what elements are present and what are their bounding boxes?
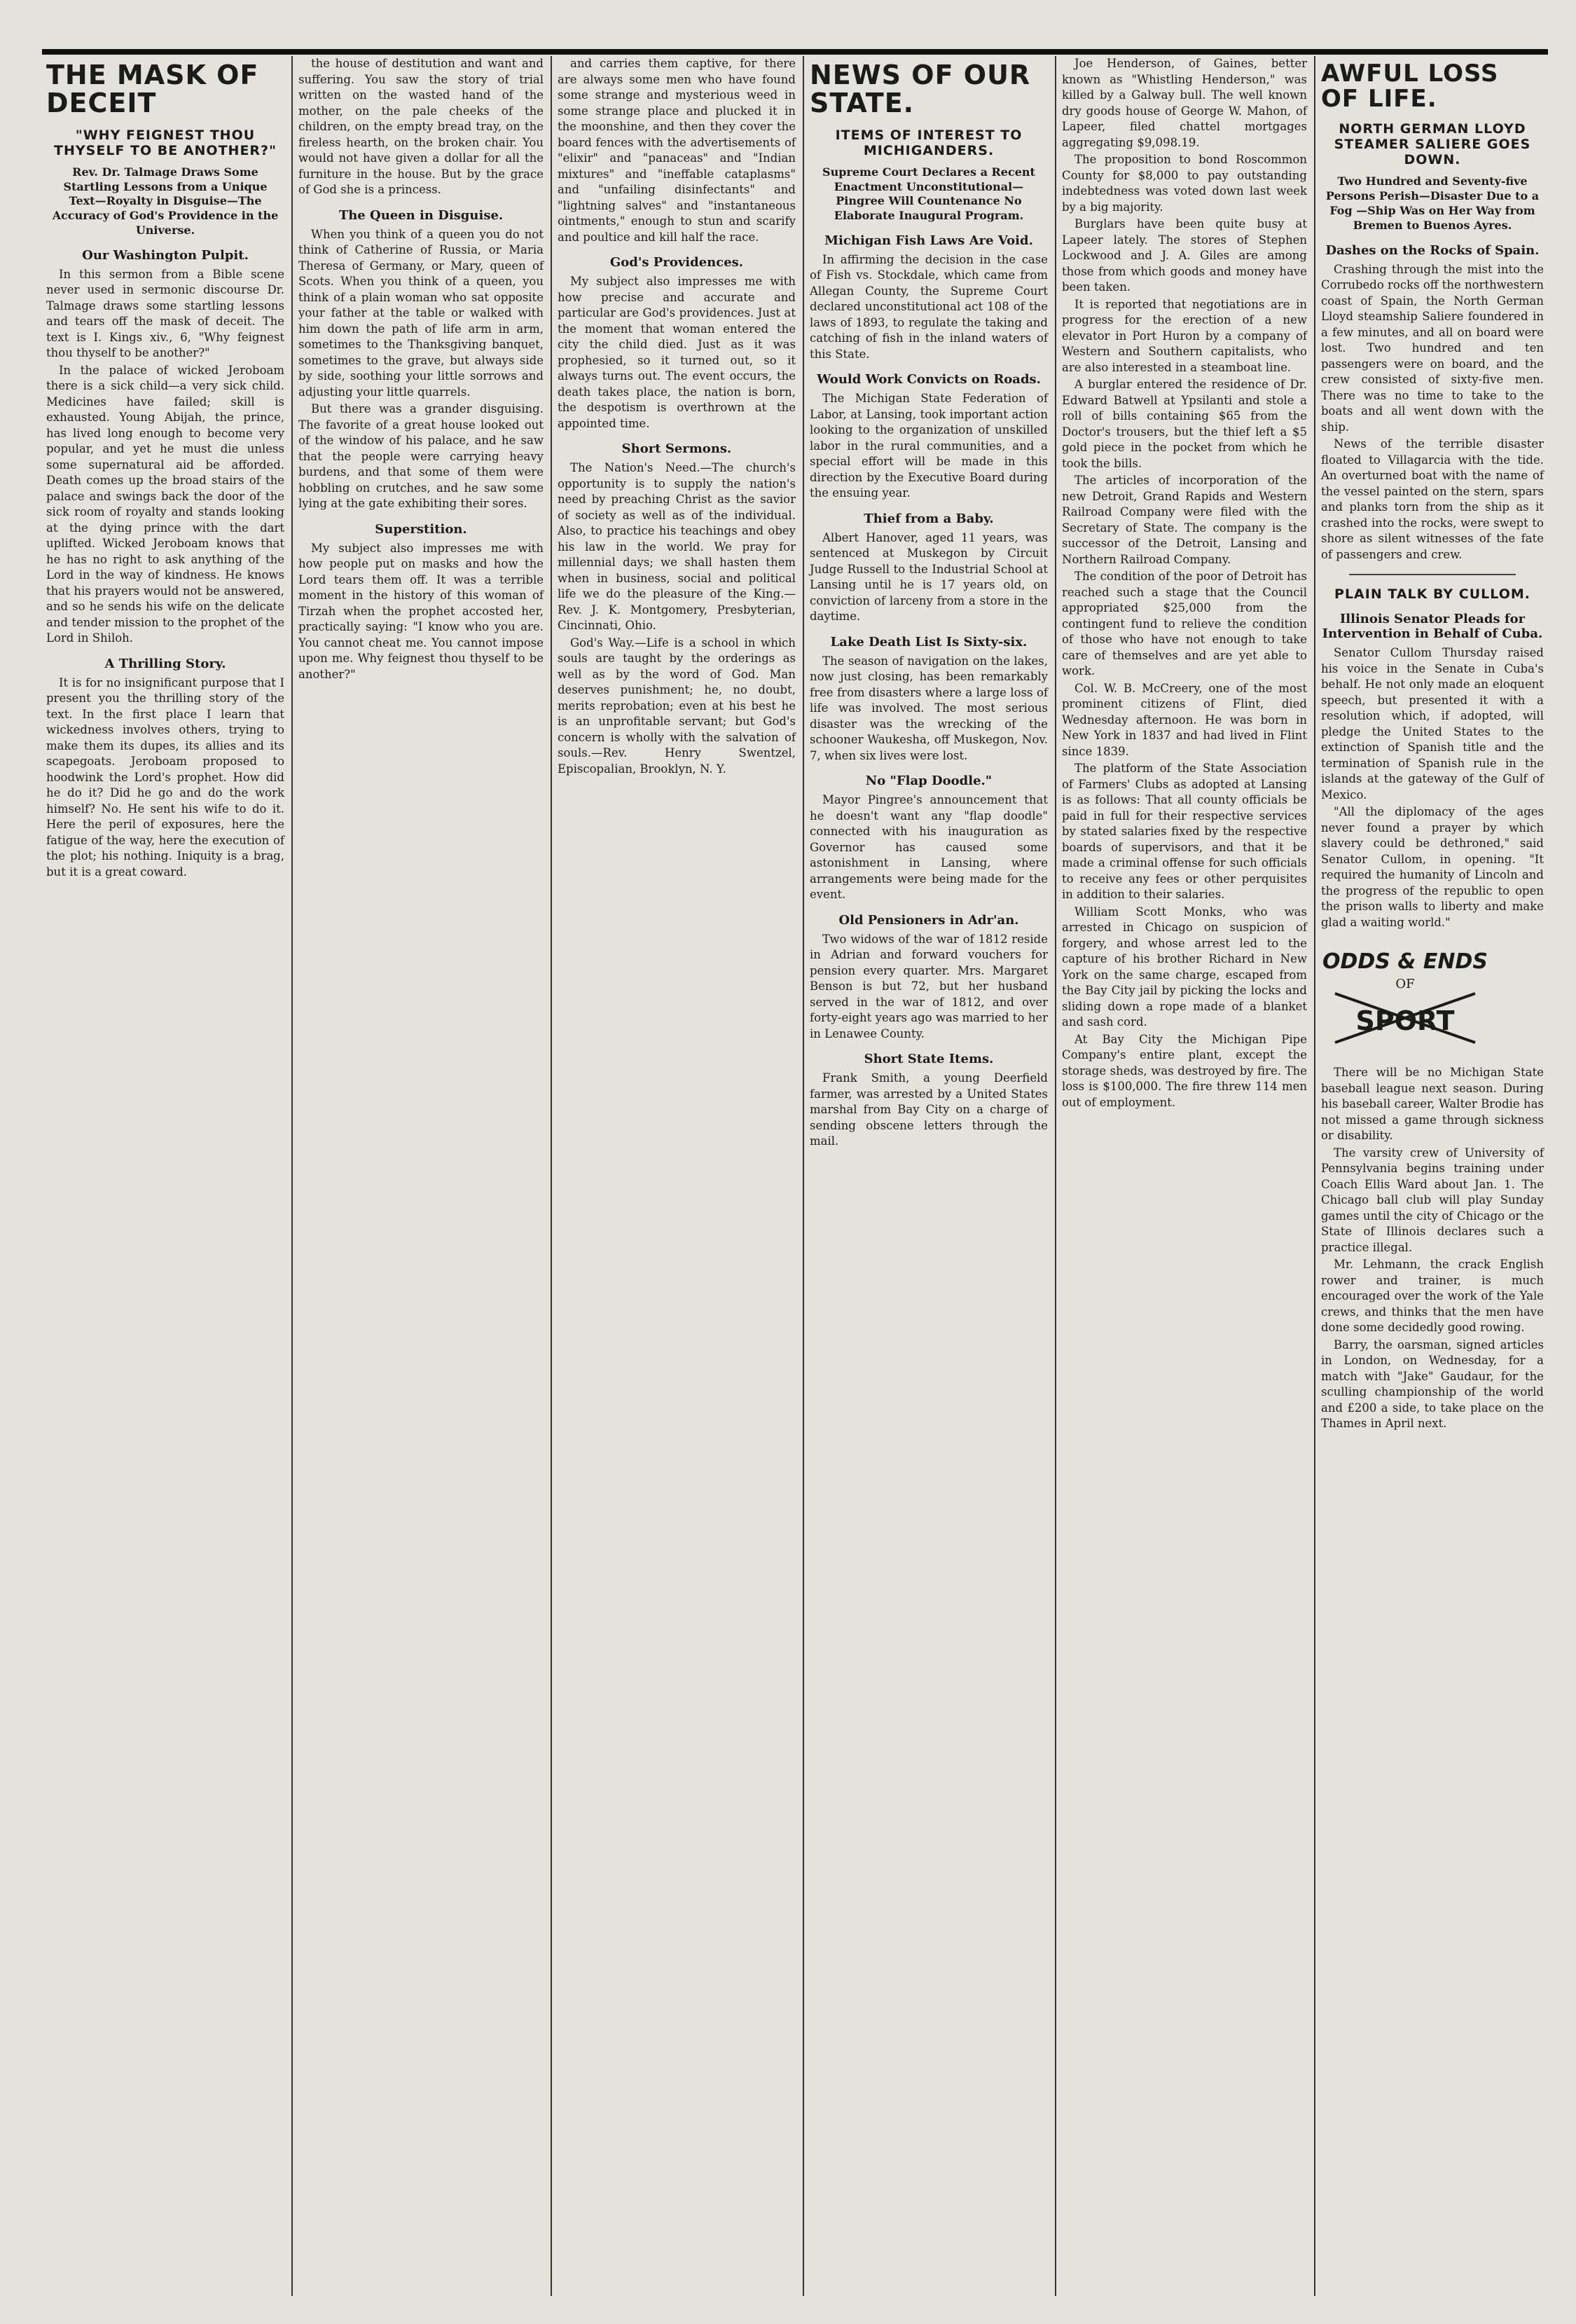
section-heading: A Thrilling Story. bbox=[104, 656, 226, 671]
paragraph: The varsity crew of University of Pennsylvania begins training under Coach Ellis Ward about Jan. 1. The Chicago ball club will play Sunday games until the city of Chicago or the State of Illinois declares such a practice illegal. bbox=[1321, 1146, 1544, 1254]
column-rule bbox=[291, 56, 293, 2296]
paragraph: Mayor Pingree's announcement that he doesn't want any "flap doodle" connected with his inauguration as Governor has caused some astonishment in Lansing, where arrangements were being made for the event. bbox=[810, 793, 1048, 902]
section-heading: Illinois Senator Pleads for Intervention in Behalf of Cuba. bbox=[1322, 612, 1543, 642]
paragraph: The platform of the State Association of Farmers' Clubs as adopted at Lansing is as follows: That all county officials be paid in full for their respective services by stated salaries fixed by the respective boards of supervisors, and that it be made a criminal offense for such officials to receive any fees or other perquisites in addition to their salaries. bbox=[1062, 762, 1307, 901]
paragraph: The articles of incorporation of the new Detroit, Grand Rapids and Western Railroad Company were filed with the Secretary of State. The company is the successor of the Detroit, Lansing and Northern Railroad Company. bbox=[1062, 474, 1307, 566]
svg-text:SPORT: SPORT bbox=[1355, 1005, 1455, 1037]
svg-text:OF: OF bbox=[1395, 977, 1415, 992]
paragraph: Senator Cullom Thursday raised his voice in the Senate in Cuba's behalf. He not only made an eloquent speech, but presented it with a resolution which, if adopted, will pledge the United States to the extinction of Spanish title and the termination of Spanish rule in the islands at the gateway of the Gulf of Mexico. bbox=[1321, 646, 1544, 802]
column-6 bbox=[1317, 56, 1548, 2296]
paragraph: It is for no insignificant purpose that I present you the thrilling story of the text. In the first place I learn that wickedness involves others, trying to make them its dupes, its allies and its scapegoats. Jeroboam proposed to hoodwink the Lord's prophet. How did he do it? Did he go and do the work himself? No. He sent his wife to do it. Here the peril of exposures, here the fatigue of the way, here the execution of the plot; his nothing. Iniquity is a brag, but it is a great coward. bbox=[46, 675, 284, 879]
section-heading: Superstition. bbox=[375, 521, 467, 537]
section-heading: Old Pensioners in Adr'an. bbox=[838, 912, 1019, 928]
column-rule bbox=[1055, 56, 1056, 2296]
section-heading: Would Work Convicts on Roads. bbox=[817, 372, 1041, 387]
paragraph: My subject also impresses me with how people put on masks and how the Lord tears them off. It was a terrible moment in the history of this woman of Tirzah when the prophet accosted her, practically saying: "I know who you are. You cannot cheat me. You cannot impose upon me. Why feignest thou thyself to be another?" bbox=[298, 541, 544, 681]
paragraph: There will be no Michigan State baseball league next season. During his baseball career, Walter Brodie has not missed a game through sickness or disability. bbox=[1321, 1066, 1544, 1143]
top-rule bbox=[42, 49, 1548, 55]
paragraph: Mr. Lehmann, the crack English rower and trainer, is much encouraged over the work of the Yale crews, and thinks that the men have done some decidedly good rowing. bbox=[1321, 1258, 1544, 1335]
paragraph: The proposition to bond Roscommon County for $8,000 to pay outstanding indebtedness was voted down last week by a big majority. bbox=[1062, 153, 1307, 214]
paragraph: When you think of a queen you do not think of Catherine of Russia, or Maria Theresa of Germany, or Mary, queen of Scots. When you think of a queen, you think of a plain woman who sat opposite your father at the table or walked with him down the path of life arm in arm, sometimes to the Thanksgiving banquet, sometimes to the grave, but always side by side, soothing your little sorrows and adjusting your little quarrels. bbox=[298, 227, 544, 399]
section-heading: The Queen in Disguise. bbox=[338, 207, 504, 223]
paragraph: In affirming the decision in the case of Fish vs. Stockdale, which came from Allegan County, the Supreme Court declared unconstitutional act 108 of the laws of 1893, to regulate the taking and catching of fish in the inland waters of this State. bbox=[810, 252, 1048, 361]
column-4 bbox=[806, 56, 1052, 2296]
headline-plain-talk: PLAIN TALK BY CULLOM. bbox=[1334, 586, 1530, 603]
paragraph: God's Way.—Life is a school in which souls are taught by the orderings as well as by the word of God. Man deserves punishment; he, no doubt, merits reprobation; even at his best he is an unprofitable servant; but God's concern is wholly with the salvation of souls.—Rev. Henry Swentzel, Episcopalian, Brooklyn, N. Y. bbox=[558, 635, 796, 776]
subhead: "WHY FEIGNEST THOU THYSELF TO BE ANOTHER?" bbox=[54, 127, 277, 158]
paragraph: William Scott Monks, who was arrested in Chicago on suspicion of forgery, and whose arrest led to the capture of his brother Richard in New York on the same charge, escaped from the Bay City jail by picking the locks and sliding down a rope made of a blanket and sash cord. bbox=[1062, 905, 1307, 1029]
subhead: NORTH GERMAN LLOYD STEAMER SALIERE GOES DOWN. bbox=[1334, 121, 1531, 168]
section-heading: Our Washington Pulpit. bbox=[82, 247, 249, 263]
column-2 bbox=[294, 56, 548, 2296]
section-heading: Dashes on the Rocks of Spain. bbox=[1325, 242, 1540, 258]
subhead: ITEMS OF INTEREST TO MICHIGANDERS. bbox=[835, 127, 1023, 158]
headline-mask-of-deceit: THE MASK OF DECEIT bbox=[46, 60, 259, 118]
section-heading: Thief from a Baby. bbox=[864, 511, 994, 526]
paragraph: Albert Hanover, aged 11 years, was sentenced at Muskegon by Circuit Judge Russell to the Industrial School at Lansing until he is 17 years old, on conviction of larceny from a store in the daytime. bbox=[810, 530, 1048, 624]
deck: Two Hundred and Seventy-five Persons Perish—Disaster Due to a Fog —Ship Was on Her Way from Bremen to Buenos Ayres. bbox=[1325, 174, 1540, 232]
paragraph: The Michigan State Federation of Labor, at Lansing, took important action looking to the organization of unskilled labor in the rural communities, and a special effort will be made in this direction by the Executive Board during the ensuing year. bbox=[810, 392, 1048, 500]
column-rule bbox=[803, 56, 804, 2296]
paragraph: At Bay City the Michigan Pipe Company's entire plant, except the storage sheds, was destroyed by fire. The loss is $100,000. The fire threw 114 men out of employment. bbox=[1062, 1032, 1307, 1109]
paragraph: News of the terrible disaster floated to Villagarcia with the tide. An overturned boat with the name of the vessel painted on the stern, spars and planks torn from the ship as it crashed into the rocks, were swept to shore as silent witnesses of the fate of passengers and crew. bbox=[1321, 437, 1544, 561]
paragraph: Barry, the oarsman, signed articles in London, on Wednesday, for a match with "Jake" Gaudaur, for the sculling championship of the world and £200 a side, to take place on the Thames in April next. bbox=[1321, 1338, 1544, 1431]
section-heading: Short State Items. bbox=[864, 1052, 994, 1067]
section-heading: Short Sermons. bbox=[621, 441, 732, 456]
deck: Rev. Dr. Talmage Draws Some Startling Lessons from a Unique Text—Royalty in Disguise—The Accuracy of God's Providence in the Universe. bbox=[52, 165, 279, 237]
paragraph: In the palace of wicked Jeroboam there is a sick child—a very sick child. Medicines have failed; skill is exhausted. Young Abijah, the prince, has lived long enough to become very popular, and yet he must die unless some supernatural aid be afforded. Death comes up the broad stairs of the palace and swings back the door of the sick room of royalty and stands looking at the dying prince with the dart uplifted. Wicked Jeroboam knows that he has no right to ask anything of the Lord in the way of kindness. He knows that his prayers would not be answered, and so he sends his wife on the delicate and tender mission to the prophet of the Lord in Shiloh. bbox=[46, 363, 284, 645]
paragraph: Joe Henderson, of Gaines, better known as "Whistling Henderson," was killed by a Galway bull. The well known dry goods house of George W. Mahon, of Lapeer, filed chattel mortgages aggregating $9,098.19. bbox=[1062, 57, 1307, 149]
paragraph: It is reported that negotiations are in progress for the erection of a new elevator in Port Huron by a company of Western and Southern capitalists, who are also interested in a steamboat line. bbox=[1062, 297, 1307, 374]
paragraph: A burglar entered the residence of Dr. Edward Batwell at Ypsilanti and stole a roll of bills containing $65 from the Doctor's trousers, but the thief left a $5 gold piece in the pocket from which he took the bills. bbox=[1062, 378, 1307, 470]
paragraph: and carries them captive, for there are always some men who have found some strange and mysterious weed in some strange place and plucked it in the moonshine, and then they cover the board fences with the advertisements of "elixir" and "panaceas" and "Indian mixtures" and "ineffable cataplasms" and "unfailing disinfectants" and "lightning salves" and "instantaneous ointments," enough to stun and scarify and poultice and kill half the race. bbox=[558, 57, 796, 244]
odds-and-ends-of-sport-banner bbox=[1321, 944, 1489, 1050]
column-5 bbox=[1058, 56, 1311, 2296]
paragraph: The condition of the poor of Detroit has reached such a stage that the Council appropriated $25,000 from the contingent fund to relieve the condition of those who have not enough to take care of themselves and are yet able to work. bbox=[1062, 570, 1307, 678]
section-heading: Lake Death List Is Sixty-six. bbox=[830, 634, 1028, 649]
column-rule bbox=[1314, 56, 1315, 2296]
column-3 bbox=[553, 56, 800, 2296]
paragraph: "All the diplomacy of the ages never found a prayer by which slavery could be dethroned," said Senator Cullom, in opening. "It required the humanity of Lincoln and the progress of the republic to open the prison walls to liberty and make glad a waiting world." bbox=[1321, 805, 1544, 929]
column-1 bbox=[42, 56, 289, 2296]
headline-news-of-our-state: NEWS OF OUR STATE. bbox=[810, 60, 1031, 118]
paragraph: The Nation's Need.—The church's opportunity is to supply the nation's need by preaching Christ as the savior of society as well as of the individual. Also, to practice his teachings and obey his law in the world. We pray for millennial days; we shall hasten them when in business, social and political life we do the pleasure of the King.—Rev. J. K. Montgomery, Presbyterian, Cincinnati, Ohio. bbox=[558, 461, 796, 632]
headline-awful-loss-of-life: AWFUL LOSS OF LIFE. bbox=[1321, 60, 1499, 113]
divider bbox=[1349, 574, 1516, 575]
section-heading: God's Providences. bbox=[609, 255, 744, 270]
column-rule bbox=[551, 56, 552, 2296]
deck: Supreme Court Declares a Recent Enactment Unconstitutional—Pingree Will Countenance No Elaborate Inaugural Program. bbox=[822, 165, 1035, 223]
section-heading: Michigan Fish Laws Are Void. bbox=[824, 233, 1033, 248]
paragraph: Col. W. B. McCreery, one of the most prominent citizens of Flint, died Wednesday afternoon. He was born in New York in 1837 and had lived in Flint since 1839. bbox=[1062, 681, 1307, 758]
paragraph: Crashing through the mist into the Corrubedo rocks off the northwestern coast of Spain, the North German Lloyd steamship Saliere foundered in a few minutes, and all on board were lost. Two hundred and ten passengers were on board, and the crew consisted of sixty-five men. There was no time to take to the boats and all went down with the ship. bbox=[1321, 262, 1544, 434]
paragraph: Frank Smith, a young Deerfield farmer, was arrested by a United States marshal from Bay City on a charge of sending obscene letters through the mail. bbox=[810, 1071, 1048, 1148]
section-heading: No "Flap Doodle." bbox=[865, 773, 993, 789]
paragraph: But there was a grander disguising. The favorite of a great house looked out of the window of his palace, and he saw that the people were carrying heavy burdens, and that some of them were hobbling on crutches, and he saw some lying at the gate exhibiting their sores. bbox=[298, 402, 544, 510]
paragraph: My subject also impresses me with how precise and accurate and particular are God's providences. Just at the moment that woman entered the city the child died. Just as it was prophesied, so it turned out, so it always turns out. The event occurs, the death takes place, the nation is born, the despotism is overthrown at the appointed time. bbox=[558, 275, 796, 430]
paragraph: In this sermon from a Bible scene never used in sermonic discourse Dr. Talmage draws some startling lessons and tears off the mask of deceit. The text is I. Kings xiv., 6, "Why feignest thou thyself to be another?" bbox=[46, 267, 284, 360]
paragraph: Two widows of the war of 1812 reside in Adrian and forward vouchers for pension every quarter. Mrs. Margaret Benson is but 72, but her husband served in the war of 1812, and over forty-eight years ago was married to her in Lenawee County. bbox=[810, 932, 1048, 1040]
paragraph: the house of destitution and want and suffering. You saw the story of trial written on the wasted hand of the mother, on the pale cheeks of the children, on the empty bread tray, on the fireless hearth, on the broken chair. You would not have given a dollar for all the furniture in the house. But by the grace of God she is a princess. bbox=[298, 57, 544, 196]
paragraph: The season of navigation on the lakes, now just closing, has been remarkably free from disasters where a large loss of life was involved. The most serious disaster was the wrecking of the schooner Waukesha, off Muskegon, Nov. 7, when six lives were lost. bbox=[810, 654, 1048, 762]
paragraph: Burglars have been quite busy at Lapeer lately. The stores of Stephen Lockwood and J. A. Giles are among those from which goods and money have been taken. bbox=[1062, 217, 1307, 294]
svg-text:ODDS & ENDS: ODDS & ENDS bbox=[1322, 949, 1488, 975]
